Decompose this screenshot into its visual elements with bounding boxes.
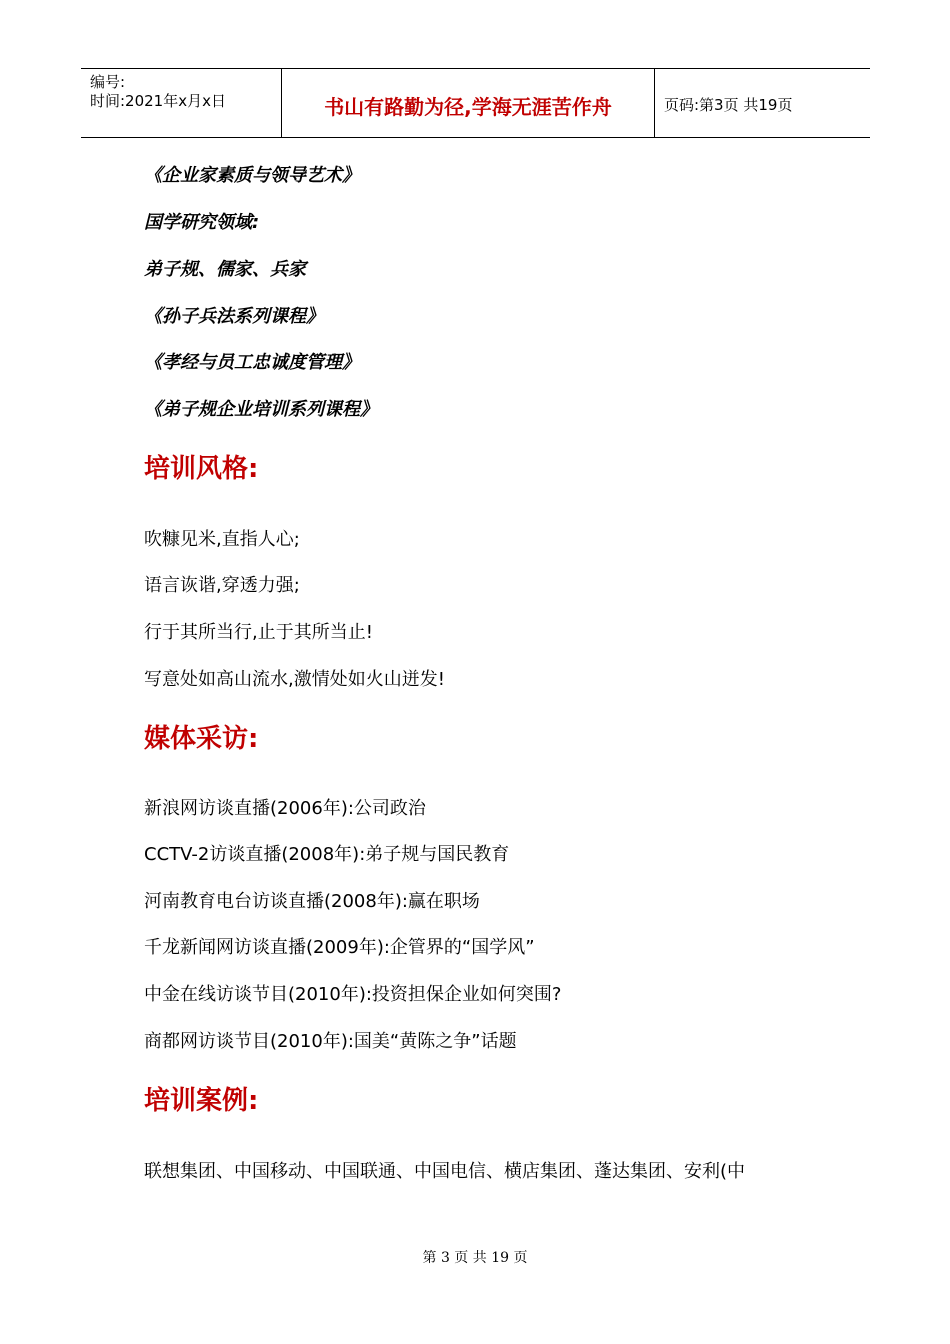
media-item: 河南教育电台访谈直播(2008年):赢在职场 xyxy=(144,891,480,912)
style-item: 语言诙谐,穿透力强; xyxy=(144,575,300,596)
media-item: 商都网访谈节目(2010年):国美“黄陈之争”话题 xyxy=(144,1031,517,1052)
header-right-cell xyxy=(655,69,870,137)
research-line: 《弟子规企业培训系列课程》 xyxy=(144,399,378,420)
header-center-cell xyxy=(282,69,655,137)
research-line: 《孝经与员工忠诚度管理》 xyxy=(144,352,360,373)
style-item: 吹糠见米,直指人心; xyxy=(144,529,300,550)
research-line: 《孙子兵法系列课程》 xyxy=(144,306,324,327)
media-item: 千龙新闻网访谈直播(2009年):企管界的“国学风” xyxy=(144,937,535,958)
section-title-style: 培训风格: xyxy=(144,454,259,484)
section-title-cases: 培训案例: xyxy=(144,1086,259,1116)
style-item: 行于其所当行,止于其所当止! xyxy=(144,622,373,643)
research-line: 弟子规、儒家、兵家 xyxy=(144,259,306,280)
research-line: 国学研究领域: xyxy=(144,212,260,233)
cases-text: 联想集团、中国移动、中国联通、中国电信、横店集团、蓬达集团、安利(中 xyxy=(144,1161,746,1182)
date-label: 时间:2021年x月x日 xyxy=(90,92,226,110)
page-info: 页码:第3页 共19页 xyxy=(664,96,793,114)
style-item: 写意处如高山流水,激情处如火山迸发! xyxy=(144,669,445,690)
serial-number-label: 编号: xyxy=(90,73,126,91)
motto: 书山有路勤为径,学海无涯苦作舟 xyxy=(324,95,612,119)
page-footer: 第 3 页 共 19 页 xyxy=(422,1250,528,1266)
header-left-cell xyxy=(81,69,282,137)
media-item: CCTV-2访谈直播(2008年):弟子规与国民教育 xyxy=(144,844,510,865)
section-title-media: 媒体采访: xyxy=(144,724,259,754)
media-item: 新浪网访谈直播(2006年):公司政治 xyxy=(144,798,426,819)
media-item: 中金在线访谈节目(2010年):投资担保企业如何突围? xyxy=(144,984,562,1005)
header-table xyxy=(81,68,870,138)
research-line: 《企业家素质与领导艺术》 xyxy=(144,165,360,186)
